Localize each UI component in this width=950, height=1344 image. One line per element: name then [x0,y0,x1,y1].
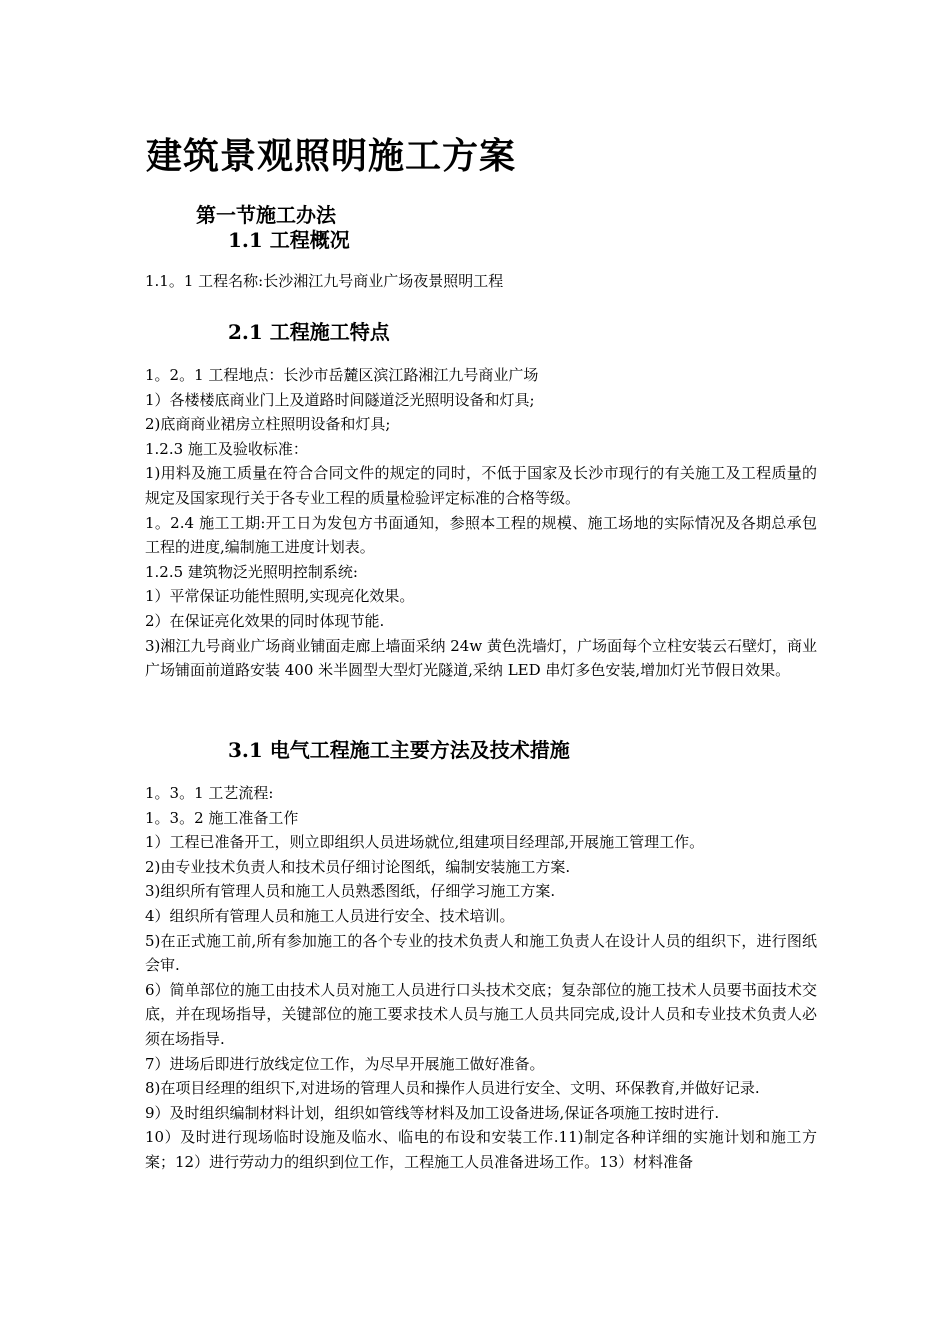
paragraph: 1）工程已准备开工，则立即组织人员进场就位,组建项目经理部,开展施工管理工作。 [145,833,705,852]
paragraph: 6）简单部位的施工由技术人员对施工人员进行口头技术交底；复杂部位的施工技术人员要书面技术交底，并在现场指导，关键部位的施工要求技术人员与施工人员共同完成,设计人员和专业技术负责人必须在场指导. [145,980,817,1048]
paragraph: 1)用料及施工质量在符合合同文件的规定的同时，不低于国家及长沙市现行的有关施工及工程质量的规定及国家现行关于各专业工程的质量检验评定标准的合格等级。 [145,464,817,507]
section-heading: 第一节施工办法 [196,203,336,227]
paragraph: 9）及时组织编制材料计划，组织如管线等材料及加工设备进场,保证各项施工按时进行. [145,1103,720,1122]
paragraph: 1）平常保证功能性照明,实现亮化效果。 [145,587,415,606]
paragraph: 2)由专业技术负责人和技术员仔细讨论图纸，编制安装施工方案. [145,857,571,876]
paragraph: 2)底商商业裙房立柱照明设备和灯具; [145,415,391,434]
heading-3-1: 3.1 电气工程施工主要方法及技术措施 [228,738,570,762]
paragraph: 3)湘江九号商业广场商业铺面走廊上墙面采纳 24w 黄色洗墙灯，广场面每个立柱安装云石壁灯，商业广场铺面前道路安装 400 米半圆型大型灯光隧道,采纳 LED 串灯多色安装,增加灯光节假日效果。 [145,636,817,680]
heading-1-1: 1.1 工程概况 [228,228,350,252]
paragraph: 1）各楼楼底商业门上及道路时间隧道泛光照明设备和灯具; [145,390,535,409]
paragraph: 2）在保证亮化效果的同时体现节能. [145,611,385,630]
paragraph-block-2 [145,363,817,683]
paragraph: 8)在项目经理的组织下,对进场的管理人员和操作人员进行安全、文明、环保教育,并做好记录. [145,1079,760,1098]
paragraph: 1。2.4 施工工期:开工日为发包方书面通知，参照本工程的规模、施工场地的实际情况及各期总承包工程的进度,编制施工进度计划表。 [145,513,817,557]
paragraph-block-1 [145,269,817,294]
paragraph: 1.1。1 工程名称:长沙湘江九号商业广场夜景照明工程 [145,272,504,290]
paragraph: 5)在正式施工前,所有参加施工的各个专业的技术负责人和施工负责人在设计人员的组织下，进行图纸会审. [145,931,817,975]
paragraph: 4）组织所有管理人员和施工人员进行安全、技术培训。 [145,906,515,925]
paragraph: 1。2。1 工程地点：长沙市岳麓区滨江路湘江九号商业广场 [145,366,539,384]
paragraph: 10）及时进行现场临时设施及临水、临电的布设和安装工作.11)制定各种详细的实施计划和施工方案；12）进行劳动力的组织到位工作，工程施工人员准备进场工作。13）材料准备 [145,1128,817,1171]
paragraph: 1.2.5 建筑物泛光照明控制系统: [145,562,358,581]
document-title: 建筑景观照明施工方案 [146,135,517,177]
paragraph: 1。3。1 工艺流程: [145,784,274,802]
paragraph: 3)组织所有管理人员和施工人员熟悉图纸，仔细学习施工方案. [145,882,556,901]
paragraph: 1。3。2 施工准备工作 [145,808,299,827]
heading-2-1: 2.1 工程施工特点 [228,320,390,344]
paragraph-block-3 [145,781,817,1175]
paragraph: 7）进场后即进行放线定位工作，为尽早开展施工做好准备。 [145,1054,545,1073]
paragraph: 1.2.3 施工及验收标准： [145,439,308,458]
